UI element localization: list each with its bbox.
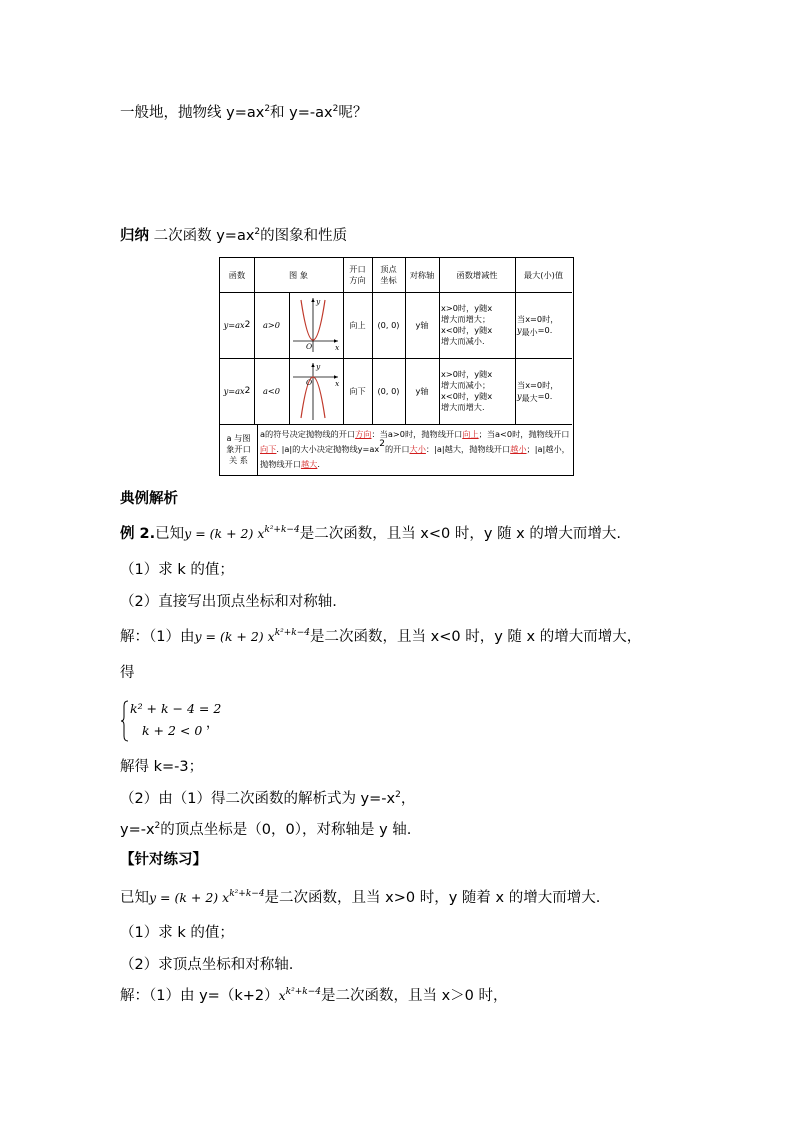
practice-statement [120, 888, 600, 908]
solution-part2 [120, 789, 415, 809]
brace-icon [120, 700, 130, 742]
row1-vertex: (0, 0) [377, 319, 400, 330]
header-extreme: 最大(小)值 [523, 269, 564, 280]
header-opening-1: 开口 [349, 264, 366, 274]
rel-p3: ；当a<0时，抛物线开口 [478, 429, 570, 439]
rel-r1: 方向 [355, 429, 372, 439]
solution-part3 [120, 820, 411, 840]
practice-post: 是二次函数，且当 x>0 时，y 随着 x 的增大而增大. [264, 890, 601, 906]
header-opening [343, 258, 372, 292]
solution-formula: y = (k + 2) x [194, 629, 275, 644]
example2-post: 是二次函数，且当 x<0 时，y 随 x 的增大而增大. [299, 526, 621, 542]
intro-text-2: 和 y=-ax [270, 105, 333, 121]
header-axis: 对称轴 [409, 269, 435, 280]
row1-ext-y: y [517, 325, 522, 335]
header-func: 函数 [228, 269, 246, 280]
y-axis-label: y [316, 297, 321, 306]
system-eq-2: k + 2 < 0 [142, 723, 203, 738]
summary-text-suffix: 的图象和性质 [260, 228, 348, 244]
solution-post: 是二次函数，且当 x<0 时，y 随 x 的增大而增大， [310, 629, 642, 645]
row2-graph [289, 358, 343, 424]
origin-label: O [306, 378, 313, 387]
part2-pre: （2）由（1）得二次函数的解析式为 y=-x [120, 791, 396, 807]
row2-cond-text: a<0 [263, 385, 280, 396]
header-vertex-2: 坐标 [380, 275, 397, 285]
k-result: 解得 k=-3； [120, 759, 204, 775]
row1-cond-text: a>0 [263, 319, 280, 330]
practice-sol-pre: 解：（1）由 y=（k+2） [120, 988, 279, 1004]
example2-exp: k²+k−4 [264, 525, 300, 535]
parabola-down-graph [289, 358, 343, 424]
practice-pre: 已知 [120, 890, 149, 906]
row2-monotonic [439, 358, 515, 424]
row2-mono-1: x>0时，y随x [441, 369, 493, 379]
parabola-up-graph [289, 292, 343, 358]
solution-exp: k²+k−4 [274, 628, 311, 638]
row1-cond [254, 292, 289, 358]
relation-header-3: 关 系 [229, 455, 248, 465]
row1-opening: 向上 [349, 319, 366, 330]
solution-pre: 解：（1）由 [120, 629, 195, 645]
rel-p7: ；|a|越小，抛物线开口 [260, 444, 570, 469]
header-opening-2: 方向 [349, 275, 366, 285]
relation-header-1: a 与图 [226, 433, 251, 443]
row2-ext-y: y [517, 391, 522, 401]
row1-axis: y轴 [415, 319, 429, 330]
row1-extreme [515, 292, 572, 358]
practice-sol-post: 是二次函数，且当 x＞0 时， [320, 988, 508, 1004]
row2-mono-2: 增大而减小； [441, 380, 491, 390]
intro-sup-1: 2 [264, 104, 271, 114]
x-axis-label: x [335, 343, 340, 352]
part3-pre: y=-x [120, 822, 155, 838]
rel-p5: 的开口 [384, 444, 410, 454]
header-monotonic: 函数增减性 [456, 269, 498, 280]
system-eq-1: k² + k − 4 = 2 [130, 701, 222, 716]
rel-r6: 越大 [300, 459, 318, 469]
row1-ext-1: 当x=0时， [517, 314, 559, 324]
rel-r5: 越小 [510, 444, 527, 454]
summary-text: 二次函数 y=ax [149, 228, 255, 244]
practice-question-1: （1）求 k 的值； [120, 925, 234, 941]
rel-p1: a的符号决定抛物线的开口 [260, 429, 356, 439]
row2-vertex: (0, 0) [377, 385, 400, 396]
row2-ext-1: 当x=0时， [517, 380, 559, 390]
example2-statement [120, 524, 621, 544]
row2-ext-2 [517, 391, 552, 402]
practice-formula: y = (k + 2) x [149, 890, 230, 905]
row1-graph [289, 292, 343, 358]
row2-func: y=ax 2 [223, 385, 251, 396]
x-axis-label: x [335, 379, 340, 388]
rel-p2: ：当a>0时，抛物线开口 [371, 429, 463, 439]
row1-mono-2: 增大而增大； [441, 314, 491, 324]
practice-sol-x: x [278, 988, 286, 1003]
intro-sup-2: 2 [332, 104, 339, 114]
row1-mono-3: x<0时，y随x [441, 325, 493, 335]
rel-r4: 大小 [409, 444, 426, 454]
y-axis-arrow [311, 298, 314, 302]
row2-ext-post: =0. [537, 391, 553, 401]
relation-header-2: 象开口 [226, 444, 251, 454]
header-graph: 图 象 [289, 269, 308, 280]
example2-label: 例 2. [120, 526, 156, 542]
practice-question-2: （2）求顶点坐标和对称轴. [120, 957, 294, 973]
y-axis-label: y [316, 362, 321, 371]
row2-mono-4: 增大而增大. [441, 402, 485, 412]
part2-post: ， [400, 791, 416, 807]
row2-extreme [515, 358, 572, 424]
row2-mono-3: x<0时，y随x [441, 391, 493, 401]
row2-axis: y轴 [415, 385, 429, 396]
relation-header [220, 424, 257, 475]
rel-r2: 向上 [462, 429, 479, 439]
relation-text [257, 424, 572, 475]
part3-sup: 2 [154, 821, 161, 831]
row1-mono-4: 增大而减小. [441, 336, 485, 346]
rel-p6: ：|a|越大，抛物线开口 [425, 444, 511, 454]
intro-question [120, 103, 367, 123]
row2-func-text: y=ax [223, 385, 245, 396]
practice-title: 【针对练习】 [120, 852, 207, 868]
summary-label: 归纳 [120, 228, 149, 244]
y-axis-arrow [311, 363, 314, 367]
practice-exp: k²+k−4 [229, 889, 265, 899]
properties-table [219, 257, 574, 476]
row1-monotonic [439, 292, 515, 358]
equation-system [120, 700, 230, 742]
part3-post: 的顶点坐标是（0，0），对称轴是 y 轴. [160, 822, 412, 838]
origin-label: O [306, 342, 313, 351]
row2-ext-sub: 最大 [521, 394, 538, 403]
row1-func: y=ax 2 [223, 319, 251, 330]
summary-heading [120, 226, 347, 246]
question-1: （1）求 k 的值； [120, 562, 234, 578]
summary-sup: 2 [254, 227, 261, 237]
row1-ext-2 [517, 325, 552, 336]
header-vertex [372, 258, 405, 292]
header-vertex-1: 顶点 [380, 264, 397, 274]
part2-sup: 2 [395, 790, 401, 800]
row2-cond [254, 358, 289, 424]
example2-formula: y = (k + 2) x [184, 526, 265, 541]
intro-text-3: 呢？ [338, 105, 368, 121]
system-comma: ， [206, 716, 220, 731]
section-title: 典例解析 [120, 491, 178, 507]
practice-solution [120, 986, 508, 1006]
intro-text-1: 一般地，抛物线 y=ax [120, 105, 265, 121]
rel-p8: . [317, 459, 320, 469]
row1-mono-1: x>0时，y随x [441, 303, 493, 313]
practice-sol-exp: k²+k−4 [285, 987, 321, 997]
row1-ext-sub: 最小 [521, 328, 538, 337]
question-2: （2）直接写出顶点坐标和对称轴. [120, 594, 337, 610]
row2-opening: 向下 [349, 385, 366, 396]
row1-func-text: y=ax [223, 319, 245, 330]
rel-r3: 向下 [260, 444, 277, 454]
solution-line-1 [120, 627, 641, 647]
rel-p4: . |a|的大小决定抛物线y=ax [276, 444, 380, 454]
solution-de: 得 [120, 665, 135, 681]
rel-p4-sup: 2 [379, 439, 385, 449]
row1-ext-post: =0. [537, 325, 553, 335]
example2-pre: 已知 [155, 526, 185, 542]
